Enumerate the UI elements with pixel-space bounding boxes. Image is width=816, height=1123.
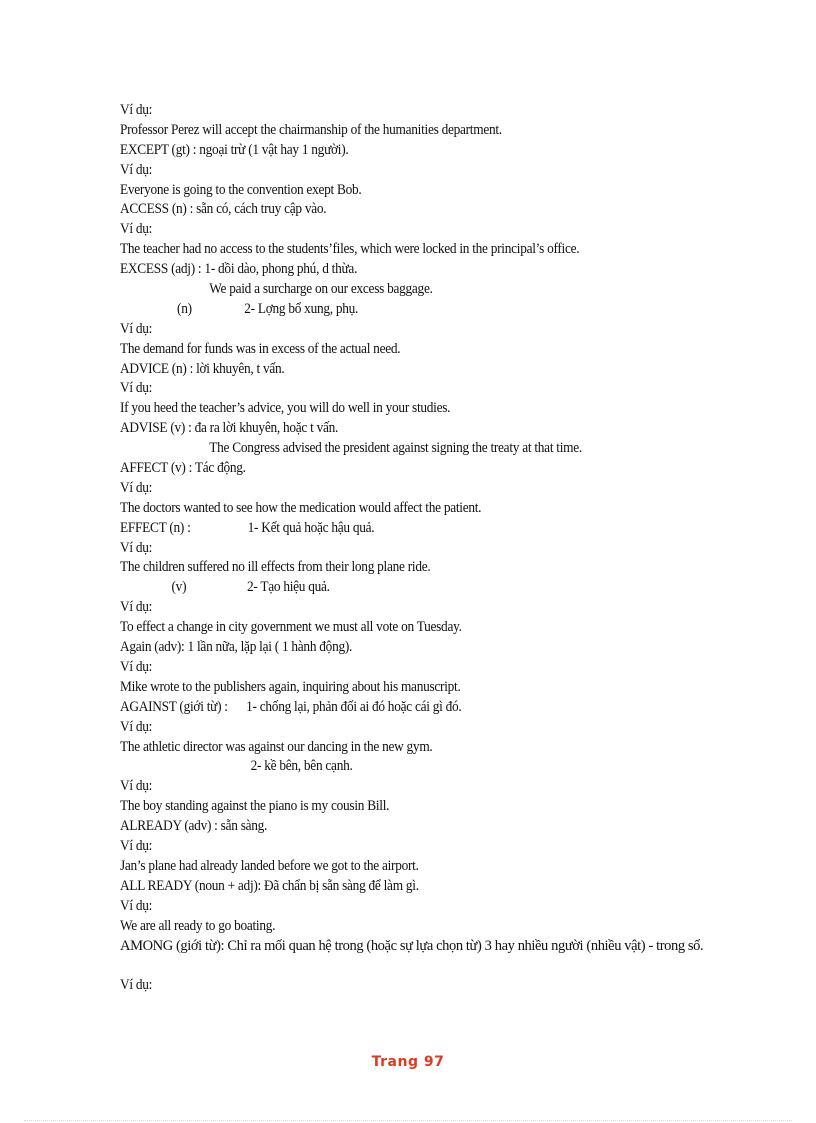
text-line: 2- kề bên, bên cạnh. [250,758,353,775]
definition-text: 2- Lợng bổ xung, phụ. [244,300,359,317]
term-label: EFFECT (n) : [120,519,191,536]
text-line: Ví dụ: [120,837,153,854]
text-line: EXCESS (adj) : 1- dồi dào, phong phú, d thừa. [120,261,358,278]
text-line: Ví dụ: [120,479,153,496]
definition-text: 1- Kết quả hoặc hậu quả. [247,519,375,536]
text-line: Ví dụ: [120,380,153,397]
text-line: ADVISE (v) : đa ra lời khuyên, hoặc t vấn. [120,420,339,437]
pos-label: (v) [171,579,187,596]
text-line: ALREADY (adv) : sẵn sàng. [120,818,268,835]
text-line [120,300,672,320]
page-border [24,1120,792,1121]
text-line [120,578,672,598]
text-line: ALL READY (noun + adj): Đã chẩn bị sẵn sàng để làm gì. [120,877,419,894]
text-line: Professor Perez will accept the chairmanship of the humanities department. [120,121,502,138]
text-line: The doctors wanted to see how the medication would affect the patient. [120,499,482,516]
text-line: AMONG (giới từ): Chỉ ra mối quan hệ trong (hoặc sự lựa chọn từ) 3 hay nhiều người (nhiều vật) - trong số. [120,938,704,955]
text-line: Ví dụ: [120,778,153,795]
text-line: The Congress advised the president against signing the treaty at that time. [209,440,582,457]
text-line: ACCESS (n) : sẵn có, cách truy cập vào. [120,201,327,218]
text-line: Ví dụ: [120,977,153,994]
text-line: Mike wrote to the publishers again, inquiring about his manuscript. [120,678,461,695]
text-body [120,101,720,996]
text-line: Ví dụ: [120,102,153,118]
text-line: Everyone is going to the convention exept Bob. [120,181,362,198]
text-line [120,519,672,539]
text-line: Jan’s plane had already landed before we got to the airport. [120,857,419,874]
text-line: Ví dụ: [120,718,153,735]
text-line: The demand for funds was in excess of the actual need. [120,340,401,357]
text-line: Ví dụ: [120,161,153,178]
definition-text: 1- chống lại, phản đối ai đó hoặc cái gì đó. [246,698,462,715]
text-line [120,698,672,718]
text-line: We are all ready to go boating. [120,917,276,934]
definition-text: 2- Tạo hiệu quả. [246,579,330,596]
text-line: Ví dụ: [120,599,153,616]
text-line: If you heed the teacher’s advice, you will do well in your studies. [120,400,451,417]
text-line: AFFECT (v) : Tác động. [120,460,246,477]
blank-line [120,956,720,976]
text-line: We paid a surcharge on our excess baggage. [209,281,433,298]
term-label: AGAINST (giới từ) : [120,698,228,715]
pos-label: (n) [177,300,192,317]
text-line: The children suffered no ill effects from their long plane ride. [120,559,431,576]
page-number: Trang 97 [371,1054,445,1070]
text-line: Ví dụ: [120,897,153,914]
text-line: Ví dụ: [120,658,153,675]
text-line: To effect a change in city government we must all vote on Tuesday. [120,619,462,636]
text-line: Ví dụ: [120,221,153,238]
text-line: The teacher had no access to the students’files, which were locked in the principal’s office. [120,241,580,258]
text-line: Ví dụ: [120,320,153,337]
text-line: ADVICE (n) : lời khuyên, t vấn. [120,360,285,377]
text-line: EXCEPT (gt) : ngoại trừ (1 vật hay 1 người). [120,141,349,158]
text-line: Ví dụ: [120,539,153,556]
text-line: The boy standing against the piano is my cousin Bill. [120,798,390,815]
text-line: Again (adv): 1 lần nữa, lặp lại ( 1 hành động). [120,639,353,656]
text-line: The athletic director was against our dancing in the new gym. [120,738,433,755]
